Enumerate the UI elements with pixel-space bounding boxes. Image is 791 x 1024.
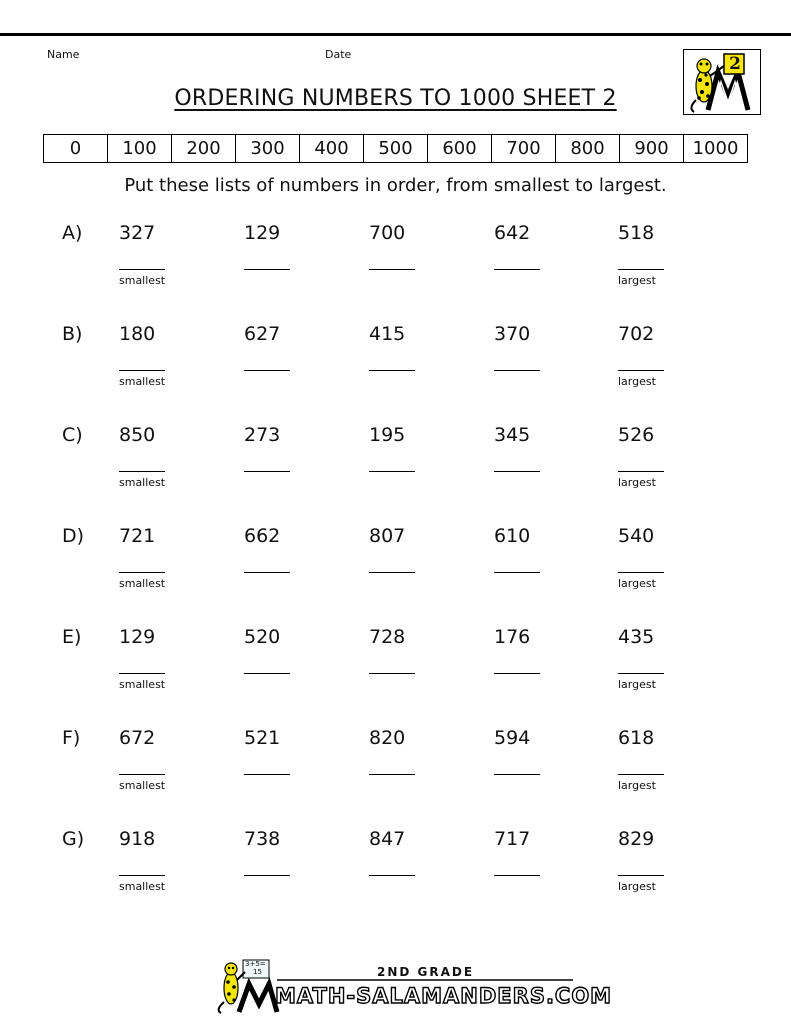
problem-number: 521 <box>244 727 281 749</box>
answer-blank[interactable] <box>494 471 540 472</box>
answer-blank[interactable] <box>618 471 664 472</box>
problem-number: 721 <box>119 525 156 547</box>
largest-caption: largest <box>618 274 656 287</box>
number-line-cell: 1000 <box>684 135 748 163</box>
smallest-caption: smallest <box>119 577 166 590</box>
answer-blank[interactable] <box>244 370 290 371</box>
answer-blank[interactable] <box>244 572 290 573</box>
problem-number: 594 <box>494 727 531 749</box>
number-line-row <box>44 135 748 163</box>
problem-number: 642 <box>494 222 531 244</box>
page-title: ORDERING NUMBERS TO 1000 SHEET 2 <box>174 86 617 111</box>
number-line-cell: 500 <box>364 135 428 163</box>
problem-row <box>0 828 791 928</box>
problem-number: 662 <box>244 525 281 547</box>
problem-number: 820 <box>369 727 406 749</box>
answer-blank[interactable] <box>244 269 290 270</box>
problem-row <box>0 626 791 726</box>
problem-number: 672 <box>119 727 156 749</box>
smallest-caption: smallest <box>119 880 166 893</box>
problem-number: 327 <box>119 222 156 244</box>
problem-label: D) <box>62 525 85 547</box>
number-line-cell: 900 <box>620 135 684 163</box>
problem-number: 129 <box>119 626 156 648</box>
answer-blank[interactable] <box>369 572 415 573</box>
answer-blank[interactable] <box>369 673 415 674</box>
answer-blank[interactable] <box>369 269 415 270</box>
answer-blank[interactable] <box>494 370 540 371</box>
largest-caption: largest <box>618 880 656 893</box>
salamander-teacher-icon <box>684 50 760 114</box>
smallest-caption: smallest <box>119 375 166 388</box>
smallest-caption: smallest <box>119 476 166 489</box>
problem-row <box>0 424 791 524</box>
problem-number: 526 <box>618 424 655 446</box>
answer-blank[interactable] <box>494 673 540 674</box>
problem-number: 829 <box>618 828 655 850</box>
answer-blank[interactable] <box>119 572 165 573</box>
grade-text: 2ND GRADE <box>377 965 475 979</box>
answer-blank[interactable] <box>244 673 290 674</box>
problem-number: 195 <box>369 424 406 446</box>
problem-row <box>0 727 791 827</box>
problem-number: 807 <box>369 525 406 547</box>
answer-blank[interactable] <box>119 673 165 674</box>
answer-blank[interactable] <box>494 572 540 573</box>
problem-label: C) <box>62 424 83 446</box>
answer-blank[interactable] <box>618 673 664 674</box>
board-answer: 15 <box>253 968 262 976</box>
number-line-cell: 800 <box>556 135 620 163</box>
name-label: Name <box>47 48 80 61</box>
problem-number: 627 <box>244 323 281 345</box>
problem-number: 702 <box>618 323 655 345</box>
problem-number: 520 <box>244 626 281 648</box>
problem-row <box>0 525 791 625</box>
problem-label: A) <box>62 222 83 244</box>
grade-badge: 2 <box>729 54 741 74</box>
date-label: Date <box>325 48 352 61</box>
answer-blank[interactable] <box>119 269 165 270</box>
problem-number: 345 <box>494 424 531 446</box>
answer-blank[interactable] <box>494 875 540 876</box>
answer-blank[interactable] <box>119 774 165 775</box>
problem-number: 738 <box>244 828 281 850</box>
answer-blank[interactable] <box>618 370 664 371</box>
answer-blank[interactable] <box>119 370 165 371</box>
problem-number: 435 <box>618 626 655 648</box>
answer-blank[interactable] <box>244 774 290 775</box>
answer-blank[interactable] <box>618 572 664 573</box>
largest-caption: largest <box>618 678 656 691</box>
grade-logo <box>683 49 761 115</box>
top-rule <box>0 33 791 36</box>
number-line-cell: 200 <box>172 135 236 163</box>
problem-row <box>0 222 791 322</box>
number-line-cell: 300 <box>236 135 300 163</box>
number-line <box>43 134 748 163</box>
smallest-caption: smallest <box>119 779 166 792</box>
problem-number: 728 <box>369 626 406 648</box>
answer-blank[interactable] <box>119 875 165 876</box>
answer-blank[interactable] <box>369 370 415 371</box>
answer-blank[interactable] <box>494 774 540 775</box>
number-line-cell: 100 <box>108 135 172 163</box>
answer-blank[interactable] <box>244 875 290 876</box>
problem-number: 518 <box>618 222 655 244</box>
number-line-cell: 400 <box>300 135 364 163</box>
problem-number: 850 <box>119 424 156 446</box>
problem-number: 618 <box>618 727 655 749</box>
largest-caption: largest <box>618 577 656 590</box>
problem-label: G) <box>62 828 85 850</box>
largest-caption: largest <box>618 779 656 792</box>
problem-number: 180 <box>119 323 156 345</box>
answer-blank[interactable] <box>119 471 165 472</box>
problem-number: 918 <box>119 828 156 850</box>
smallest-caption: smallest <box>119 678 166 691</box>
problem-number: 700 <box>369 222 406 244</box>
problem-number: 370 <box>494 323 531 345</box>
number-line-cell: 0 <box>44 135 108 163</box>
problem-row <box>0 323 791 423</box>
largest-caption: largest <box>618 375 656 388</box>
answer-blank[interactable] <box>618 774 664 775</box>
site-name: MATH-SALAMANDERS.COM <box>275 984 613 1008</box>
answer-blank[interactable] <box>494 269 540 270</box>
problem-label: B) <box>62 323 83 345</box>
problem-number: 847 <box>369 828 406 850</box>
largest-caption: largest <box>618 476 656 489</box>
problem-number: 273 <box>244 424 281 446</box>
answer-blank[interactable] <box>618 875 664 876</box>
problem-number: 610 <box>494 525 531 547</box>
smallest-caption: smallest <box>119 274 166 287</box>
problem-number: 129 <box>244 222 281 244</box>
number-line-cell: 600 <box>428 135 492 163</box>
problem-label: F) <box>62 727 81 749</box>
problem-label: E) <box>62 626 82 648</box>
problem-number: 176 <box>494 626 531 648</box>
answer-blank[interactable] <box>369 471 415 472</box>
site-footer <box>213 958 613 1014</box>
answer-blank[interactable] <box>369 875 415 876</box>
answer-blank[interactable] <box>369 774 415 775</box>
problem-number: 717 <box>494 828 531 850</box>
board-text: 3+5= <box>245 960 266 968</box>
answer-blank[interactable] <box>244 471 290 472</box>
instructions: Put these lists of numbers in order, from smallest to largest. <box>124 175 667 196</box>
number-line-cell: 700 <box>492 135 556 163</box>
problem-number: 540 <box>618 525 655 547</box>
problem-number: 415 <box>369 323 406 345</box>
answer-blank[interactable] <box>618 269 664 270</box>
